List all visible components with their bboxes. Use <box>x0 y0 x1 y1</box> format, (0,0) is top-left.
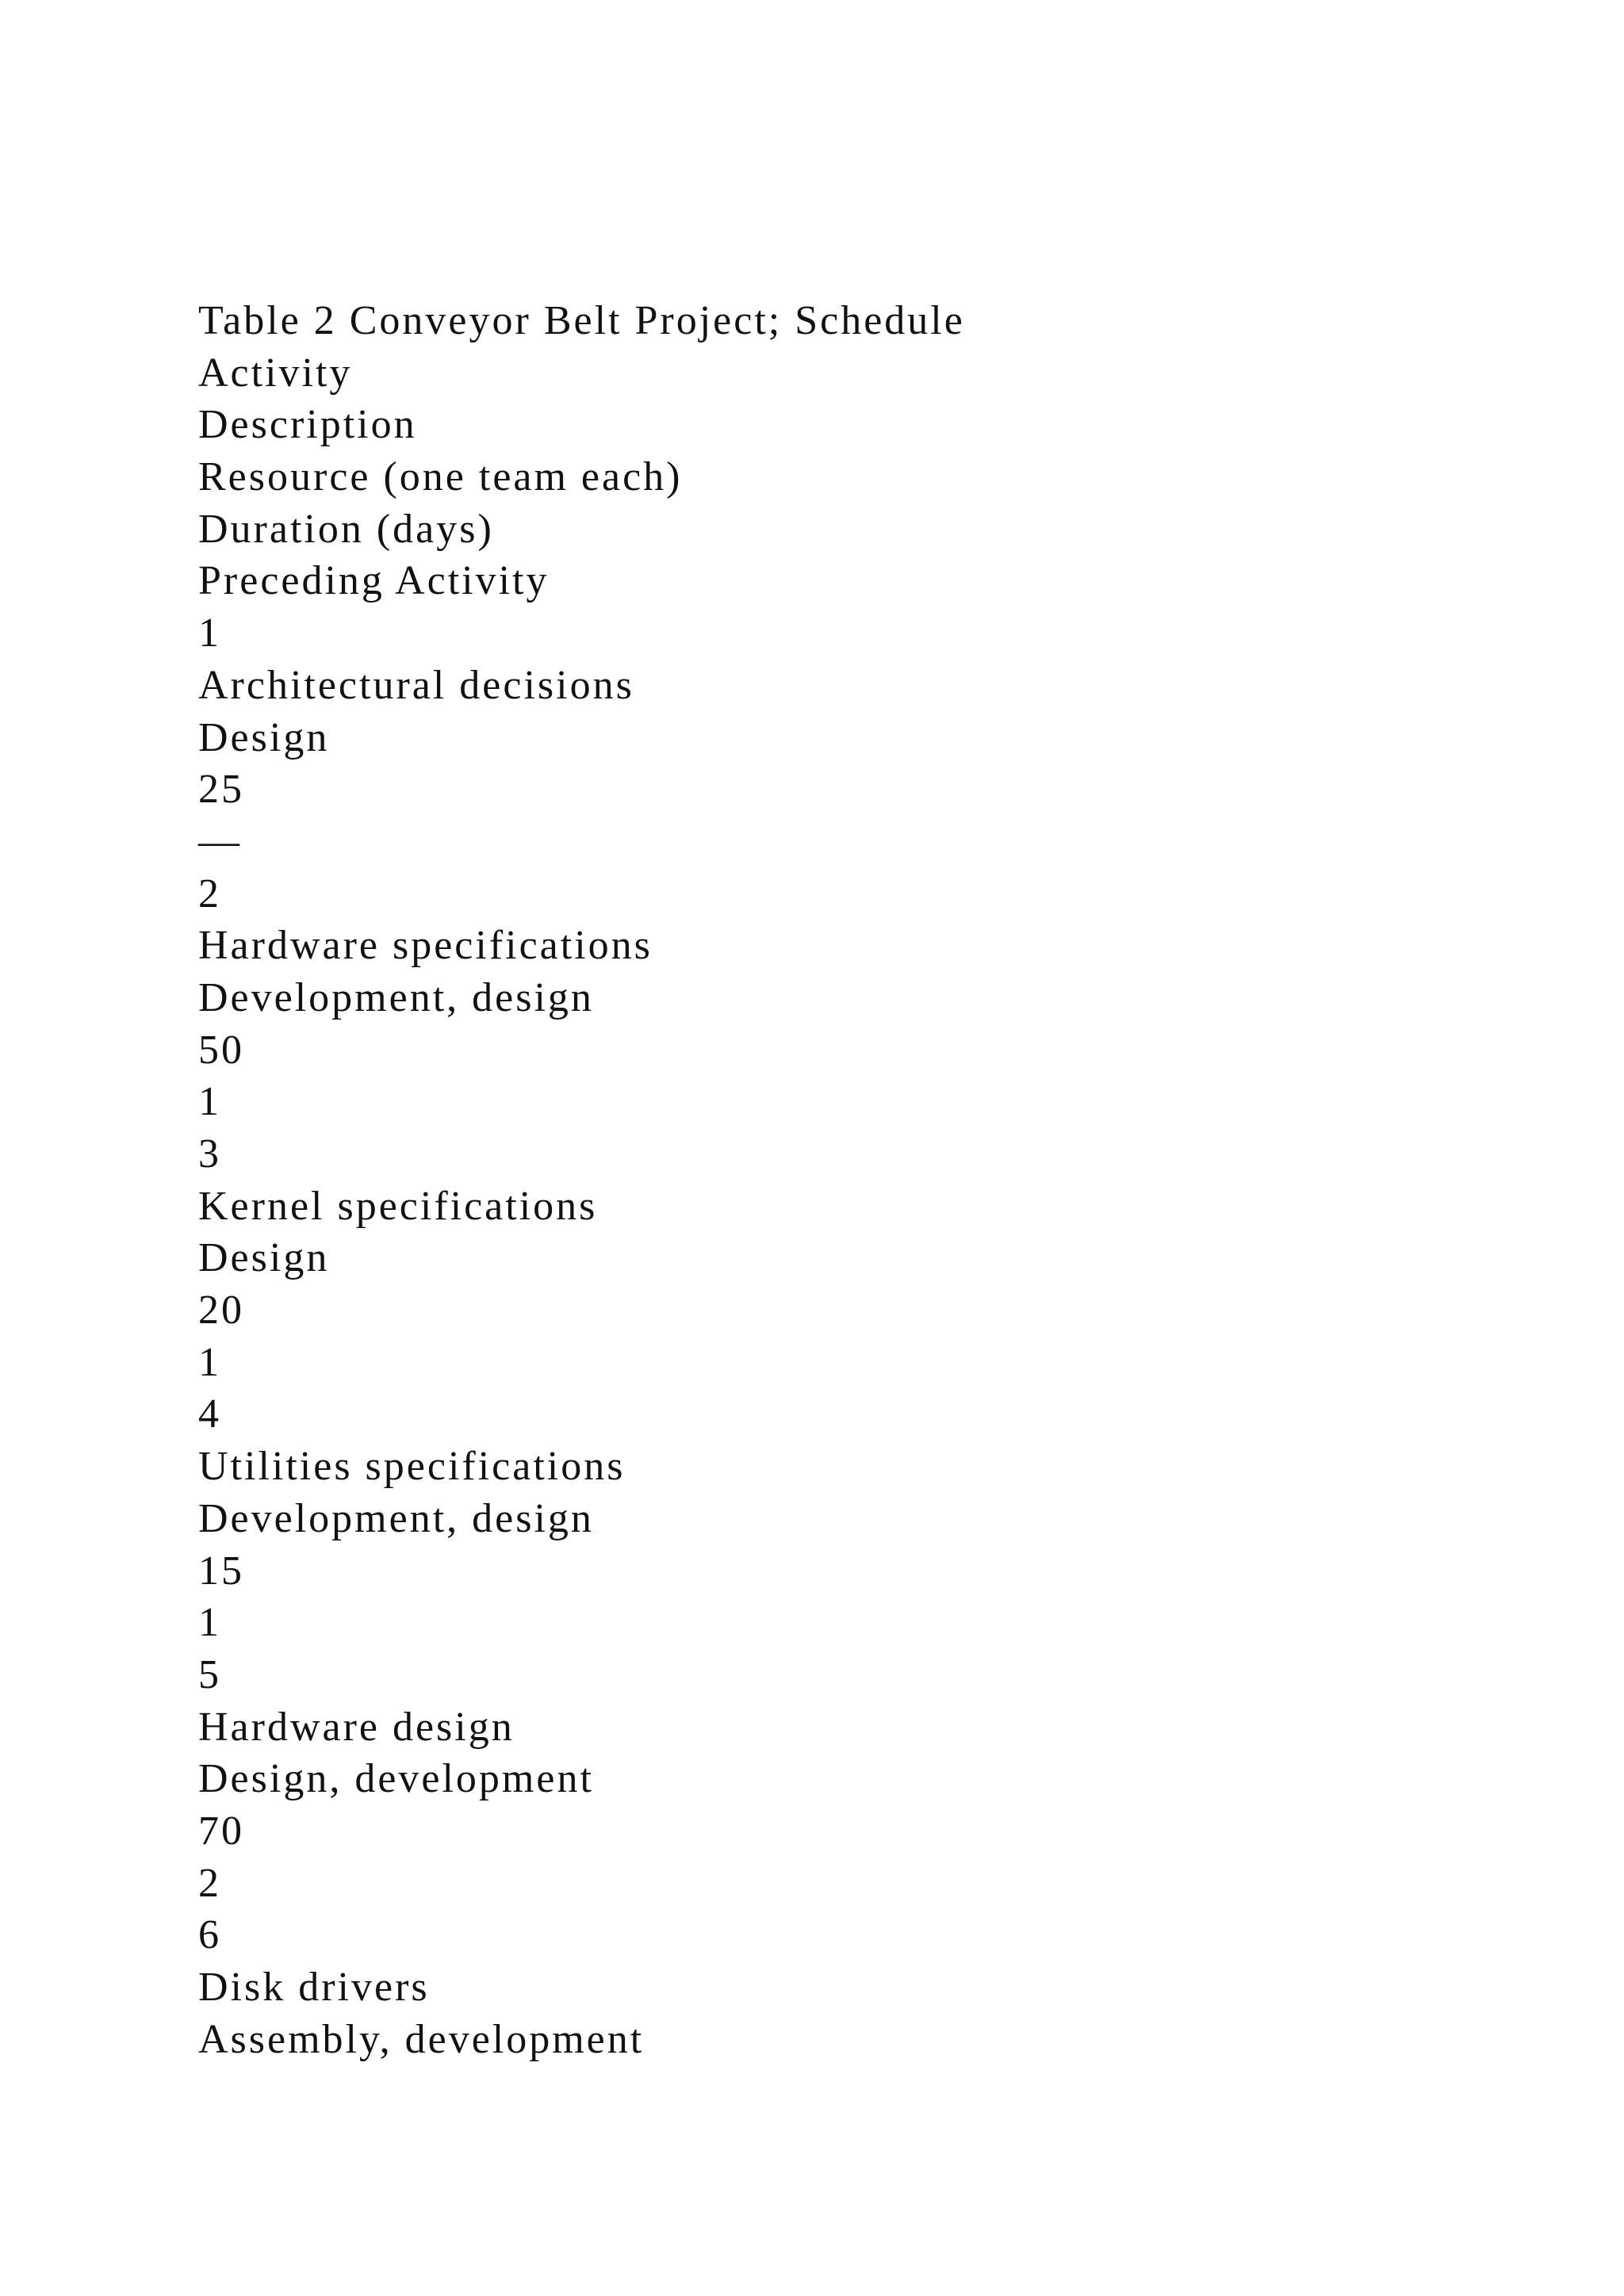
schedule-text <box>198 295 1467 2065</box>
row-5-duration: 70 <box>198 1808 244 1854</box>
row-4-activity: 4 <box>198 1391 221 1437</box>
table-title: Table 2 Conveyor Belt Project; Schedule <box>198 298 965 343</box>
row-1-preceding: — <box>198 818 242 864</box>
row-6-activity: 6 <box>198 1912 221 1958</box>
row-3-resource: Design <box>198 1235 330 1281</box>
row-2-description: Hardware specifications <box>198 923 653 969</box>
row-5-activity: 5 <box>198 1651 221 1697</box>
row-1-activity: 1 <box>198 610 221 656</box>
row-4-description: Utilities specifications <box>198 1444 626 1490</box>
row-6-description: Disk drivers <box>198 1965 430 2010</box>
row-3-activity: 3 <box>198 1131 221 1177</box>
row-6-resource: Assembly, development <box>198 2016 645 2062</box>
row-2-activity: 2 <box>198 871 221 916</box>
row-3-description: Kernel specifications <box>198 1183 598 1229</box>
row-3-duration: 20 <box>198 1288 244 1334</box>
header-description: Description <box>198 402 417 448</box>
header-resource: Resource (one team each) <box>198 454 683 500</box>
row-5-resource: Design, development <box>198 1756 594 1802</box>
row-1-resource: Design <box>198 714 330 760</box>
row-1-description: Architectural decisions <box>198 662 634 708</box>
row-4-resource: Development, design <box>198 1495 594 1541</box>
row-5-description: Hardware design <box>198 1704 515 1750</box>
row-1-duration: 25 <box>198 767 244 813</box>
row-2-preceding: 1 <box>198 1079 221 1125</box>
header-activity: Activity <box>198 350 353 396</box>
row-2-resource: Development, design <box>198 974 594 1020</box>
header-duration: Duration (days) <box>198 506 494 552</box>
row-5-preceding: 2 <box>198 1860 221 1906</box>
header-preceding: Preceding Activity <box>198 558 550 604</box>
row-4-preceding: 1 <box>198 1600 221 1646</box>
row-2-duration: 50 <box>198 1027 244 1073</box>
row-3-preceding: 1 <box>198 1339 221 1385</box>
row-4-duration: 15 <box>198 1548 244 1594</box>
